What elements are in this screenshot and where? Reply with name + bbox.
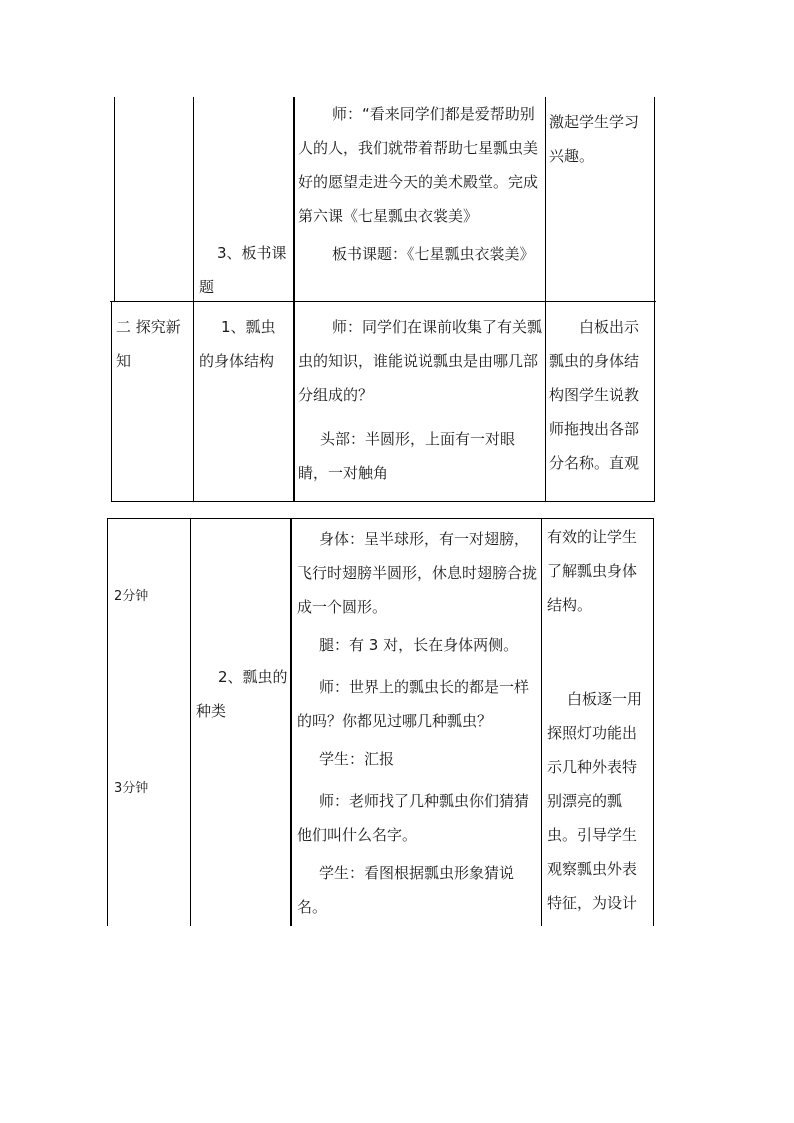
table-1-border-left-2 bbox=[111, 301, 112, 501]
table-1-bottom-border bbox=[111, 501, 655, 502]
row2-teacher-speech: 师：同学们在课前收集了有关瓢虫的知识，谁能说说瓢虫是由哪几部分组成的？ bbox=[298, 318, 543, 404]
row3-teacher-guess: 师：老师找了几种瓢虫你们猜猜他们叫什么名字。 bbox=[297, 792, 530, 844]
table-1-border-col3-2 bbox=[545, 301, 546, 501]
table-2-border-col2 bbox=[290, 518, 292, 926]
row3-teacher-question: 师：世界上的瓢虫长的都是一样的吗？你都见过哪几种瓢虫？ bbox=[297, 678, 530, 730]
row1-teacher-speech: 师：“看来同学们都是爱帮助别人的人，我们就带着帮助七星瓢虫美好的愿望走进今天的美术殿堂。完成第六课《七星瓢虫衣裳美》 bbox=[298, 105, 539, 225]
table-2-border-right bbox=[653, 518, 654, 926]
row2-method: 白板出示瓢虫的身体结构图学生说教师拖拽出各部分名称。直观 bbox=[549, 318, 640, 472]
table-1-border-col2 bbox=[293, 97, 295, 301]
table-1-row-divider bbox=[110, 301, 656, 302]
row3-student-report: 学生：汇报 bbox=[319, 750, 395, 768]
row2-stage: 二 探究新知 bbox=[116, 318, 181, 370]
row2-head-description: 头部：半圆形，上面有一对眼睛，一对触角 bbox=[298, 430, 516, 482]
row1-board-title: 板书课题：《七星瓢虫衣裳美》 bbox=[332, 245, 535, 263]
row1-purpose: 激起学生学习兴趣。 bbox=[549, 113, 640, 165]
table-2-border-col3 bbox=[541, 518, 542, 926]
table-1-border-col3 bbox=[545, 97, 546, 301]
row3-body-description: 身体：呈半球形，有一对翅膀，飞行时翅膀半圆形，休息时翅膀合拢成一个圆形。 bbox=[297, 530, 538, 616]
row3-method: 白板逐一用探照灯功能出示几种外表特别漂亮的瓢虫。引导学生观察瓢虫外表特征，为设计 bbox=[547, 690, 643, 912]
table-2-border-col1 bbox=[190, 518, 191, 926]
table-1-border-col1 bbox=[193, 97, 194, 301]
row2-activity: 1、瓢虫的身体结构 bbox=[199, 318, 276, 370]
table-2-border-left bbox=[107, 518, 108, 926]
table-1-border-col2-2 bbox=[293, 301, 295, 501]
row3-student-guess: 学生：看图根据瓢虫形象猜说名。 bbox=[297, 864, 515, 916]
table-1-border-left bbox=[114, 97, 115, 301]
time-2-minutes: 2分钟 bbox=[114, 589, 149, 604]
row1-activity: 3、板书课题 bbox=[199, 244, 287, 296]
row3-purpose: 有效的让学生了解瓢虫身体结构。 bbox=[547, 528, 638, 614]
table-1-border-right-2 bbox=[654, 301, 655, 501]
table-1-border-right bbox=[654, 97, 655, 301]
table-1-border-col1-2 bbox=[193, 301, 194, 501]
row3-activity: 2、瓢虫的种类 bbox=[196, 668, 288, 720]
row3-legs-description: 腿：有 3 对，长在身体两侧。 bbox=[319, 636, 519, 654]
time-3-minutes: 3分钟 bbox=[114, 781, 149, 796]
